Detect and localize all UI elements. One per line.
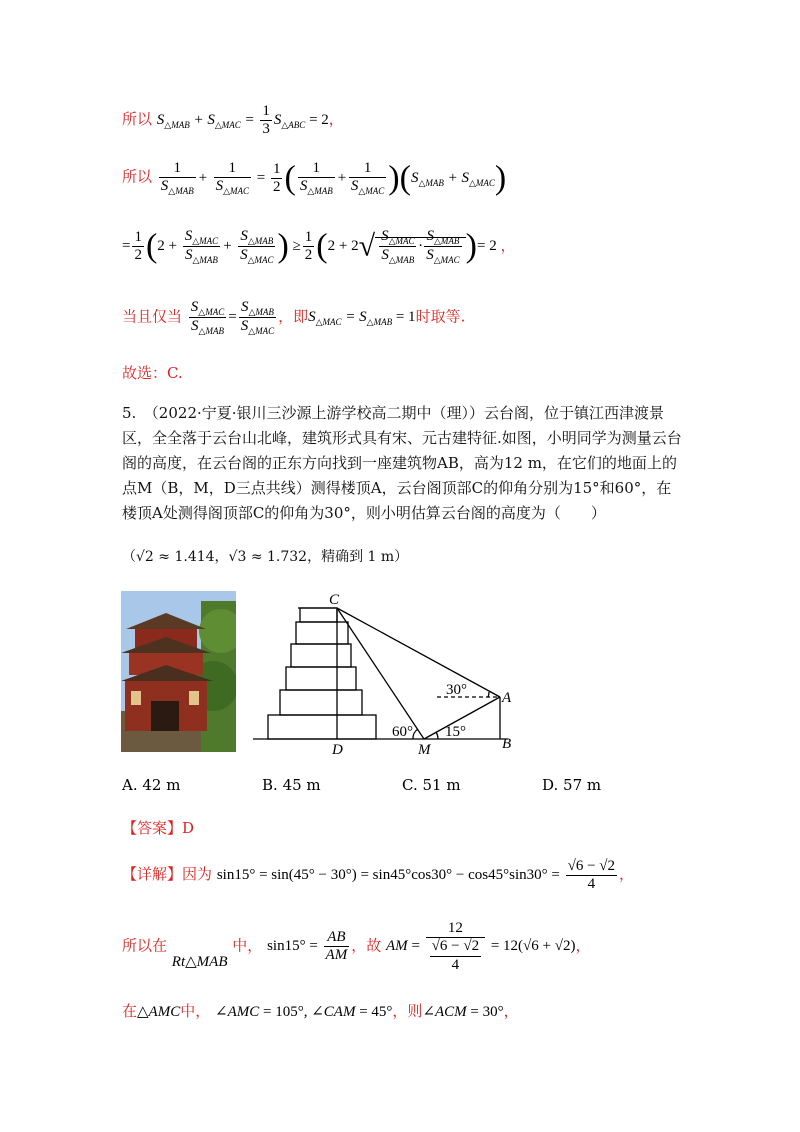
tower-tier-5: [296, 622, 348, 644]
geometry-diagram: [250, 588, 550, 758]
am-value: AM = $\frac{12}{\frac{√6 - √2}{4}}$ = 12(√6 + √2): [386, 920, 576, 973]
detail-1-prefix: 因为: [182, 865, 213, 884]
answer-line: [122, 817, 194, 838]
problem-source: 5. （2022·宁夏·银川三沙源上游学校高二期中（理））: [122, 404, 485, 422]
tower-tier-2: [280, 690, 362, 715]
problem-text: 云台阁，位于镇江西津渡景区，全全落于云台山北峰，建筑形式具有宋、元古建特征.如图，小明同学为测量云台阁的高度，在云台阁的正东方向找到一座建筑物AB，高为12 m，在它们的地面上的点M（B，M，D三点共线）测得楼顶A，云台阁顶部C的仰角分别为15°和60°，在楼顶A处测得阁顶部C的仰角为30°，则小明估算云台阁的高度为（ ）: [122, 404, 682, 522]
step-4-suffix: 时取等.: [415, 307, 466, 326]
tower-tier-1: [268, 715, 376, 739]
step-line-2: [122, 160, 506, 197]
detail-line-1: 【详解】因为 sin15° = sin(45° − 30°) = sin45°cos30° − cos45°sin30° = $\frac{√6 - √2}{4}$ ，: [122, 858, 635, 893]
label-M: M: [418, 742, 431, 758]
select-answer-line: 故选：C.: [122, 364, 183, 382]
detail-line-2: 所以在 Rt△MAB 中， sin15° = $\frac{AB}{AM}$ ，故 AM = $\frac{12}{\frac{√6 - √2}{4}}$ = 12(√6 + √2)，: [122, 920, 591, 973]
detail-2-prefix: 所以在: [122, 936, 168, 955]
tower-top: [300, 608, 337, 622]
answer-label: 【答案】: [122, 819, 183, 837]
line-CM: [337, 608, 424, 739]
step-line-3: = $\frac{1}{2}$ (2 + $\frac{S_{\triangle MAC}}{S_{\triangle MAB}}$ + $\frac{S_{\triangle MAB}}{S_{\triangle MAC}}$ ) ≥ $\frac{1}{2}$ (2 + 2√ $\frac{S_{\triangle MAC}}{S_{\triangle MAB}}$ · $\frac{S_{\triangle MAB}}{S_{\triangle MAC}}$ )= 2 ，: [122, 227, 516, 266]
detail-3-mid: 中，: [180, 1002, 211, 1020]
angle-label-15: 15°: [445, 724, 466, 740]
answer-value: D: [182, 819, 195, 837]
detail-2-ratio: 故: [366, 936, 382, 955]
step-4-mid: ，即: [278, 307, 309, 326]
tower-tier-4: [291, 644, 351, 667]
tower-tier-3: [286, 667, 356, 690]
detail-2-mid: 中，: [232, 936, 263, 955]
angle-arc-60: [413, 729, 418, 739]
inequality-expression: = $\frac{1}{2}$ (2 + $\frac{S_{\triangle MAC}}{S_{\triangle MAB}}$ + $\frac{S_{\triangle MAB}}{S_{\triangle MAC}}$ ) ≥ $\frac{1}{2}$ (2 + 2√ $\frac{S_{\triangle MAC}}{S_{\triangle MAB}}$ · $\frac{S_{\triangle MAB}}{S_{\triangle MAC}}$ )= 2: [122, 227, 497, 266]
reciprocal-sum-expression: $\frac{1}{S_{\triangle MAB}}$ + $\frac{1}{S_{\triangle MAC}}$ = $\frac{1}{2}$ ( $\frac{1}{S_{\triangle MAB}}$ + $\frac{1}{S_{\triangle MAC}}$ )$(S_{\triangle MAB} + S_{\triangle MAC})$: [160, 159, 507, 197]
step-1-prefix: 所以: [122, 110, 153, 129]
angle-arc-30: [488, 692, 489, 697]
choice-b[interactable]: B. 45 m: [262, 776, 321, 794]
angle-label-60: 60°: [392, 724, 413, 740]
sin15-derivation: sin15° = sin(45° − 30°) = sin45°cos30° − cos45°sin30° = $\frac{√6 - √2}{4}$: [216, 858, 616, 893]
label-C: C: [329, 592, 340, 608]
equality-condition: $\frac{S_{\triangle MAC}}{S_{\triangle MAB}}$ = $\frac{S_{\triangle MAB}}{S_{\triangle MAC}}$: [190, 299, 275, 337]
angle-arc-15: [436, 732, 438, 739]
line-CA: [337, 608, 500, 697]
step-line-1: 所以 $S_{\triangle MAB} + S_{\triangle MAC}$ = $\frac{1}{3}$ $S_{\triangle ABC} = 2$，: [122, 103, 344, 138]
step-line-4: 当且仅当 $\frac{S_{\triangle MAC}}{S_{\triangle MAB}}$ = $\frac{S_{\triangle MAB}}{S_{\triangle MAC}}$ ，即$S_{\triangle MAC} = S_{\triangle MAB} = 1$时取等.: [122, 299, 466, 337]
choice-c[interactable]: C. 51 m: [402, 776, 461, 794]
detail-3-prefix: 在: [122, 1002, 138, 1020]
approximation-hint: （√2 ≈ 1.414，√3 ≈ 1.732，精确到 1 m）: [122, 549, 409, 565]
pavilion-photo: [121, 591, 236, 752]
step-4-prefix: 当且仅当: [122, 307, 183, 326]
detail-label: 【详解】: [122, 865, 183, 884]
problem-statement: [122, 401, 682, 526]
label-D: D: [332, 742, 343, 758]
choice-a[interactable]: A. 42 m: [122, 776, 181, 794]
step-2-prefix: 所以: [122, 167, 153, 186]
detail-3-then: ，则: [392, 1002, 423, 1020]
label-A: A: [502, 690, 512, 706]
choice-d[interactable]: D. 57 m: [542, 776, 602, 794]
label-B: B: [502, 736, 512, 752]
angle-label-30: 30°: [446, 682, 467, 698]
area-sum-equation: $S_{\triangle MAB} + S_{\triangle MAC}$ = $\frac{1}{3}$ $S_{\triangle ABC} = 2$: [156, 103, 329, 138]
detail-line-3: 在△AMC中， ∠AMC = 105°, ∠CAM = 45°，则∠ACM = 30°，: [122, 1002, 519, 1020]
